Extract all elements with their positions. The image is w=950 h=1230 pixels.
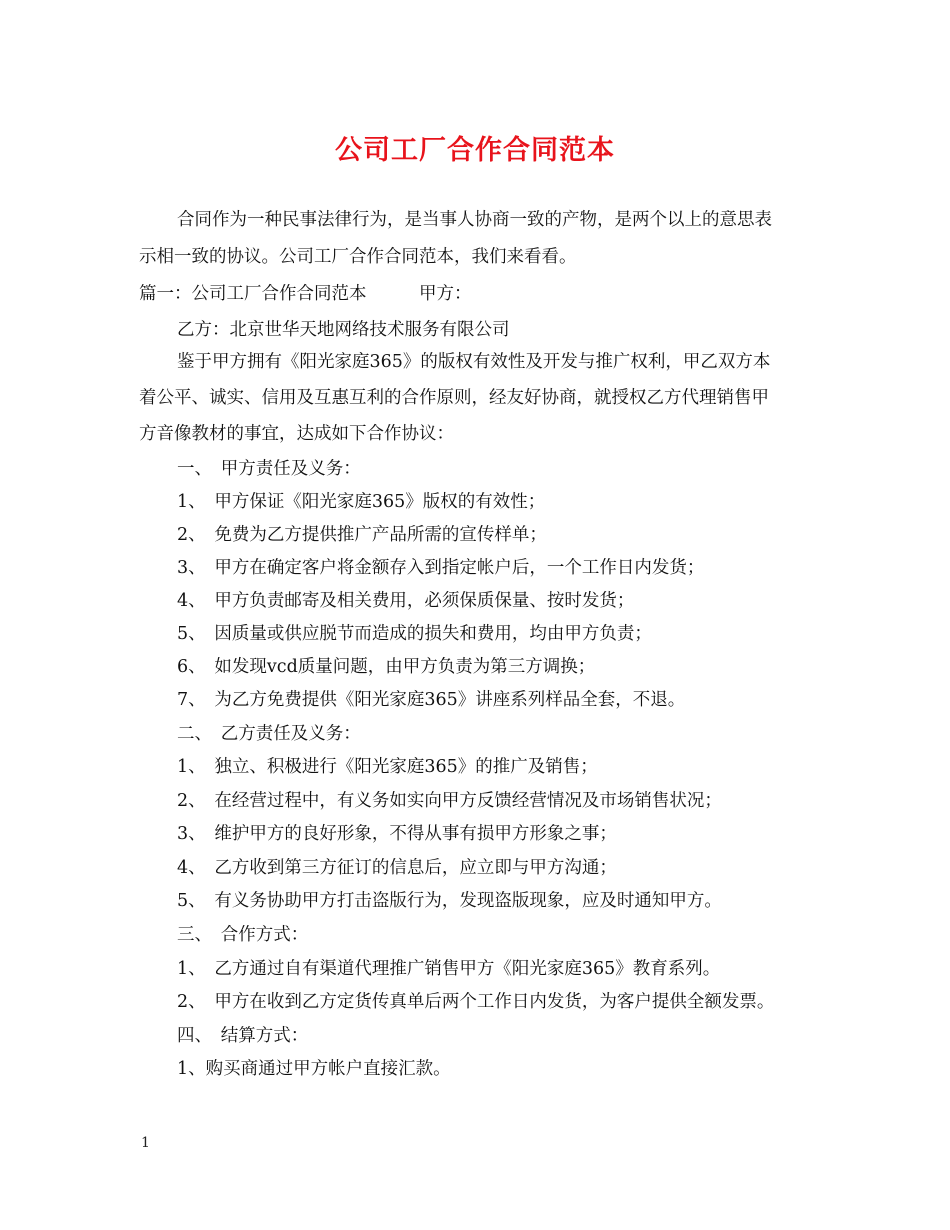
section-heading-4: 四、 结算方式： [177,1026,309,1046]
document-title: 公司工厂合作合同范本 [335,135,615,166]
section-heading-2: 二、 乙方责任及义务： [177,724,361,744]
section-1-item-7: 7、 为乙方免费提供《阳光家庭365》讲座系列样品全套，不退。 [177,690,686,710]
intro-paragraph-line-1: 合同作为一种民事法律行为，是当事人协商一致的产物，是两个以上的意思表 [177,210,772,230]
section-2-item-2: 2、 在经营过程中，有义务如实向甲方反馈经营情况及市场销售状况； [177,791,722,811]
chapter-heading: 篇一：公司工厂合作合同范本 甲方： [139,284,472,304]
section-2-item-4: 4、 乙方收到第三方征订的信息后，应立即与甲方沟通； [177,858,617,878]
section-2-item-1: 1、 独立、积极进行《阳光家庭365》的推广及销售； [177,757,598,777]
section-heading-3: 三、 合作方式： [177,925,309,945]
section-2-item-5: 5、 有义务协助甲方打击盗版行为，发现盗版现象，应及时通知甲方。 [177,891,722,911]
page-number: 1 [141,1135,150,1151]
section-1-item-2: 2、 免费为乙方提供推广产品所需的宣传样单； [177,525,547,545]
section-1-item-3: 3、 甲方在确定客户将金额存入到指定帐户后，一个工作日内发货； [177,558,705,578]
section-3-item-1: 1、 乙方通过自有渠道代理推广销售甲方《阳光家庭365》教育系列。 [177,959,721,979]
section-2-item-3: 3、 维护甲方的良好形象，不得从事有损甲方形象之事； [177,824,617,844]
preamble-line-2: 着公平、诚实、信用及互惠互利的合作原则，经友好协商，就授权乙方代理销售甲 [139,388,769,408]
preamble-line-1: 鉴于甲方拥有《阳光家庭365》的版权有效性及开发与推广权利，甲乙双方本 [177,352,771,372]
section-1-item-6: 6、 如发现vcd质量问题，由甲方负责为第三方调换； [177,657,596,677]
preamble-line-3: 方音像教材的事宜，达成如下合作协议： [139,424,454,444]
section-3-item-2: 2、 甲方在收到乙方定货传真单后两个工作日内发货，为客户提供全额发票。 [177,992,775,1012]
section-4-item-1: 1、购买商通过甲方帐户直接汇款。 [177,1059,451,1079]
intro-paragraph-line-2: 示相一致的协议。公司工厂合作合同范本，我们来看看。 [139,247,577,267]
section-1-item-1: 1、 甲方保证《阳光家庭365》版权的有效性； [177,492,546,512]
section-heading-1: 一、 甲方责任及义务： [177,459,361,479]
section-1-item-5: 5、 因质量或供应脱节而造成的损失和费用，均由甲方负责； [177,624,652,644]
section-1-item-4: 4、 甲方负责邮寄及相关费用，必须保质保量、按时发货； [177,591,635,611]
party-b-line: 乙方：北京世华天地网络技术服务有限公司 [177,320,510,340]
